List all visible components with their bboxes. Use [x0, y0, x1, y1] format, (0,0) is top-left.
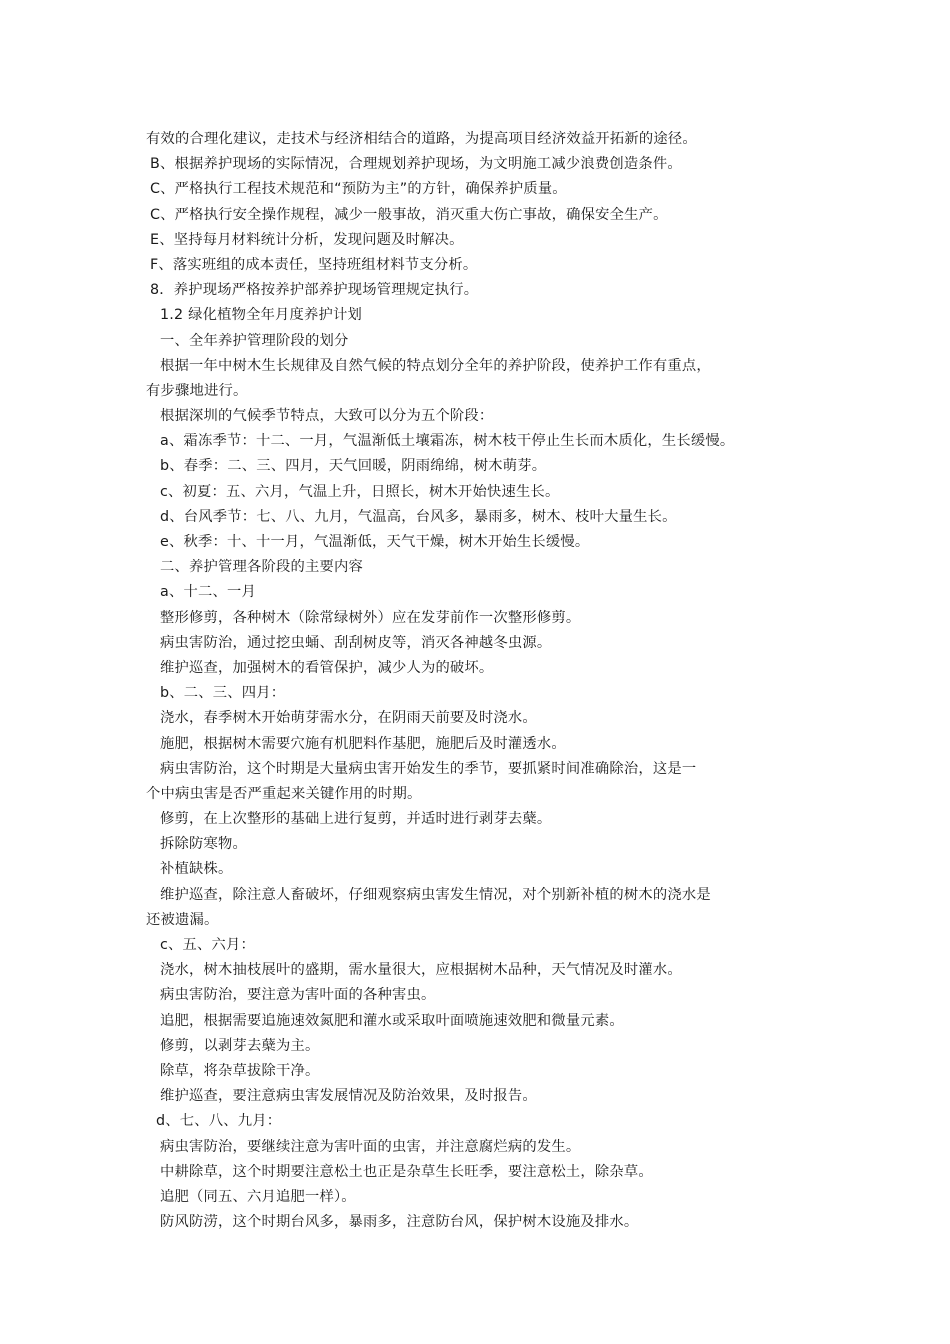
- paragraph-line: 追肥，根据需要追施速效氮肥和灌水或采取叶面喷施速效肥和微量元素。: [160, 1012, 624, 1029]
- list-item-f: F、落实班组的成本责任，坚持班组材料节支分析。: [150, 256, 478, 273]
- paragraph-line: 病虫害防治，要继续注意为害叶面的虫害，并注意腐烂病的发生。: [160, 1138, 581, 1155]
- paragraph-line: 有步骤地进行。: [146, 382, 248, 399]
- paragraph-line: 追肥（同五、六月追肥一样）。: [160, 1188, 356, 1205]
- paragraph-line: 施肥，根据树木需要穴施有机肥料作基肥，施肥后及时灌透水。: [160, 735, 566, 752]
- stage-item-e: e、秋季：十、十一月，气温渐低，天气干燥，树木开始生长缓慢。: [160, 534, 590, 550]
- document-body: [146, 127, 836, 1235]
- paragraph-line: 个中病虫害是否严重起来关键作用的时期。: [146, 785, 422, 802]
- paragraph-line: 根据深圳的气候季节特点，大致可以分为五个阶段：: [160, 408, 494, 425]
- paragraph-line: 浇水，春季树木开始萌芽需水分，在阴雨天前要及时浇水。: [160, 710, 537, 727]
- period-heading-c: c、五、六月：: [160, 937, 256, 953]
- stage-item-b: b、春季：二、三、四月，天气回暖，阴雨绵绵，树木萌芽。: [160, 458, 547, 475]
- paragraph-line: 补植缺株。: [160, 861, 233, 878]
- list-item-e: E、坚持每月材料统计分析，发现问题及时解决。: [150, 231, 464, 248]
- paragraph-line: 修剪，以剥芽去蘖为主。: [160, 1037, 320, 1054]
- paragraph-line: 修剪，在上次整形的基础上进行复剪，并适时进行剥芽去蘖。: [160, 811, 552, 828]
- stage-item-a: a、霜冻季节：十二、一月，气温渐低土壤霜冻，树木枝干停止生长而木质化，生长缓慢。: [160, 433, 735, 450]
- paragraph-line: 拆除防寒物。: [160, 836, 247, 853]
- subsection-heading-1: 一、全年养护管理阶段的划分: [160, 332, 349, 349]
- paragraph-line: 有效的合理化建议，走技术与经济相结合的道路，为提高项目经济效益开拓新的途径。: [146, 131, 697, 147]
- paragraph-line: 根据一年中树木生长规律及自然气候的特点划分全年的养护阶段，使养护工作有重点，: [160, 357, 711, 374]
- paragraph-line: 病虫害防治，这个时期是大量病虫害开始发生的季节，要抓紧时间准确除治，这是一: [160, 760, 697, 777]
- paragraph-line: 整形修剪，各种树木（除常绿树外）应在发芽前作一次整形修剪。: [160, 609, 581, 626]
- list-item-b: B、根据养护现场的实际情况，合理规划养护现场，为文明施工减少浪费创造条件。: [150, 156, 682, 173]
- paragraph-line: 维护巡查，加强树木的看管保护，减少人为的破坏。: [160, 659, 494, 676]
- paragraph-line: 还被遗漏。: [146, 911, 219, 928]
- stage-item-c: c、初夏：五、六月，气温上升，日照长，树木开始快速生长。: [160, 483, 560, 500]
- list-item-8: 8．养护现场严格按养护部养护现场管理规定执行。: [150, 282, 479, 299]
- period-heading-b: b、二、三、四月：: [160, 685, 286, 702]
- period-heading-d: d、七、八、九月：: [156, 1113, 282, 1130]
- paragraph-line: 维护巡查，除注意人畜破坏，仔细观察病虫害发生情况，对个别新补植的树木的浇水是: [160, 886, 711, 903]
- paragraph-line: 维护巡查，要注意病虫害发展情况及防治效果，及时报告。: [160, 1088, 537, 1105]
- paragraph-line: 病虫害防治，通过挖虫蛹、刮刮树皮等，消灭各神越冬虫源。: [160, 634, 552, 651]
- list-item-c2: C、严格执行安全操作规程，减少一般事故，消灭重大伤亡事故，确保安全生产。: [150, 206, 668, 223]
- list-item-c: C、严格执行工程技术规范和“预防为主”的方针，确保养护质量。: [150, 181, 567, 198]
- paragraph-line: 病虫害防治，要注意为害叶面的各种害虫。: [160, 987, 436, 1004]
- paragraph-line: 中耕除草，这个时期要注意松土也正是杂草生长旺季，要注意松土，除杂草。: [160, 1163, 653, 1180]
- period-heading-a: a、十二、一月: [160, 584, 256, 601]
- paragraph-line: 防风防涝，这个时期台风多，暴雨多，注意防台风，保护树木设施及排水。: [160, 1214, 639, 1231]
- subsection-heading-2: 二、养护管理各阶段的主要内容: [160, 559, 363, 576]
- stage-item-d: d、台风季节：七、八、九月，气温高，台风多，暴雨多，树木、枝叶大量生长。: [160, 508, 677, 525]
- section-heading-1-2: 1.2 绿化植物全年月度养护计划: [160, 307, 363, 324]
- paragraph-line: 浇水，树木抽枝展叶的盛期，需水量很大，应根据树木品种，天气情况及时灌水。: [160, 962, 682, 979]
- paragraph-line: 除草，将杂草拔除干净。: [160, 1062, 320, 1079]
